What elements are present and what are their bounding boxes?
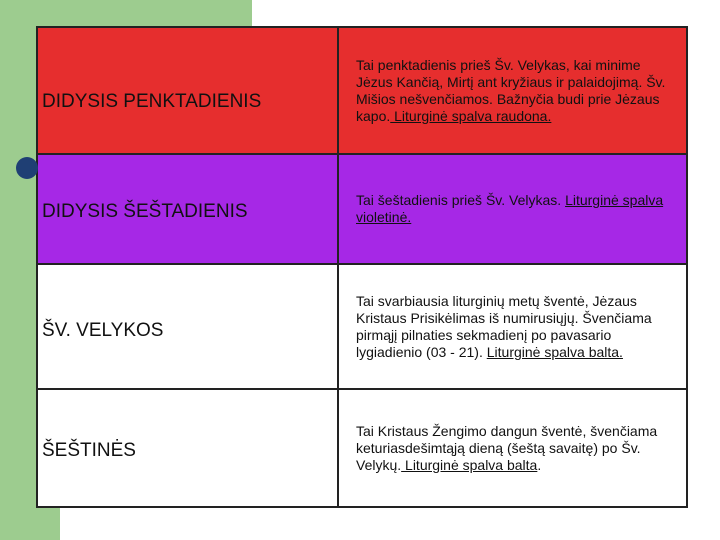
description-tail: . bbox=[537, 456, 542, 473]
liturgical-color-note: Liturginė spalva violetinė. bbox=[356, 192, 664, 225]
day-description-cell bbox=[338, 264, 687, 389]
liturgical-days-table bbox=[36, 26, 688, 508]
day-description-cell bbox=[338, 27, 687, 154]
day-description-cell bbox=[338, 154, 687, 264]
day-description: Tai svarbiausia liturginių metų šventė, Jėzaus Kristaus Prisikėlimas iš numirusiųjų. Švenčiama pirmąjį pilnaties sekmadienį po pavasario lygiadienio (03 - 21). bbox=[356, 292, 652, 360]
day-description: Tai šeštadienis prieš Šv. Velykas. bbox=[356, 192, 566, 208]
table-row bbox=[37, 389, 687, 507]
day-description: Tai Kristaus Žengimo dangun šventė, švenčiama keturiasdešimtąją dieną (šeštą savaitę) po Šv. Velykų. bbox=[356, 422, 658, 473]
day-title: DIDYSIS PENKTADIENIS bbox=[42, 90, 262, 112]
day-title-cell bbox=[37, 154, 338, 264]
day-description-cell bbox=[338, 389, 687, 507]
day-title-cell bbox=[37, 27, 338, 154]
table-row bbox=[37, 264, 687, 389]
table-row bbox=[37, 154, 687, 264]
table-row bbox=[37, 27, 687, 154]
day-title: ŠV. VELYKOS bbox=[42, 319, 164, 341]
liturgical-color-note: Liturginė spalva balta bbox=[401, 456, 538, 473]
bullet-dot bbox=[16, 157, 38, 179]
day-title: DIDYSIS ŠEŠTADIENIS bbox=[42, 201, 248, 222]
liturgical-color-note: Liturginė spalva balta. bbox=[486, 343, 623, 360]
day-title-cell bbox=[37, 264, 338, 389]
liturgical-color-note: Liturginė spalva raudona. bbox=[390, 107, 552, 124]
day-description: Tai penktadienis prieš Šv. Velykas, kai minime Jėzus Kančią, Mirtį ant kryžiaus ir palaidojimą. Šv. Mišios nešvenčiamos. Bažnyčia budi prie Jėzaus kapo. bbox=[356, 56, 666, 124]
day-title: ŠEŠTINĖS bbox=[42, 440, 136, 461]
day-title-cell bbox=[37, 389, 338, 507]
green-top-band bbox=[0, 0, 252, 26]
